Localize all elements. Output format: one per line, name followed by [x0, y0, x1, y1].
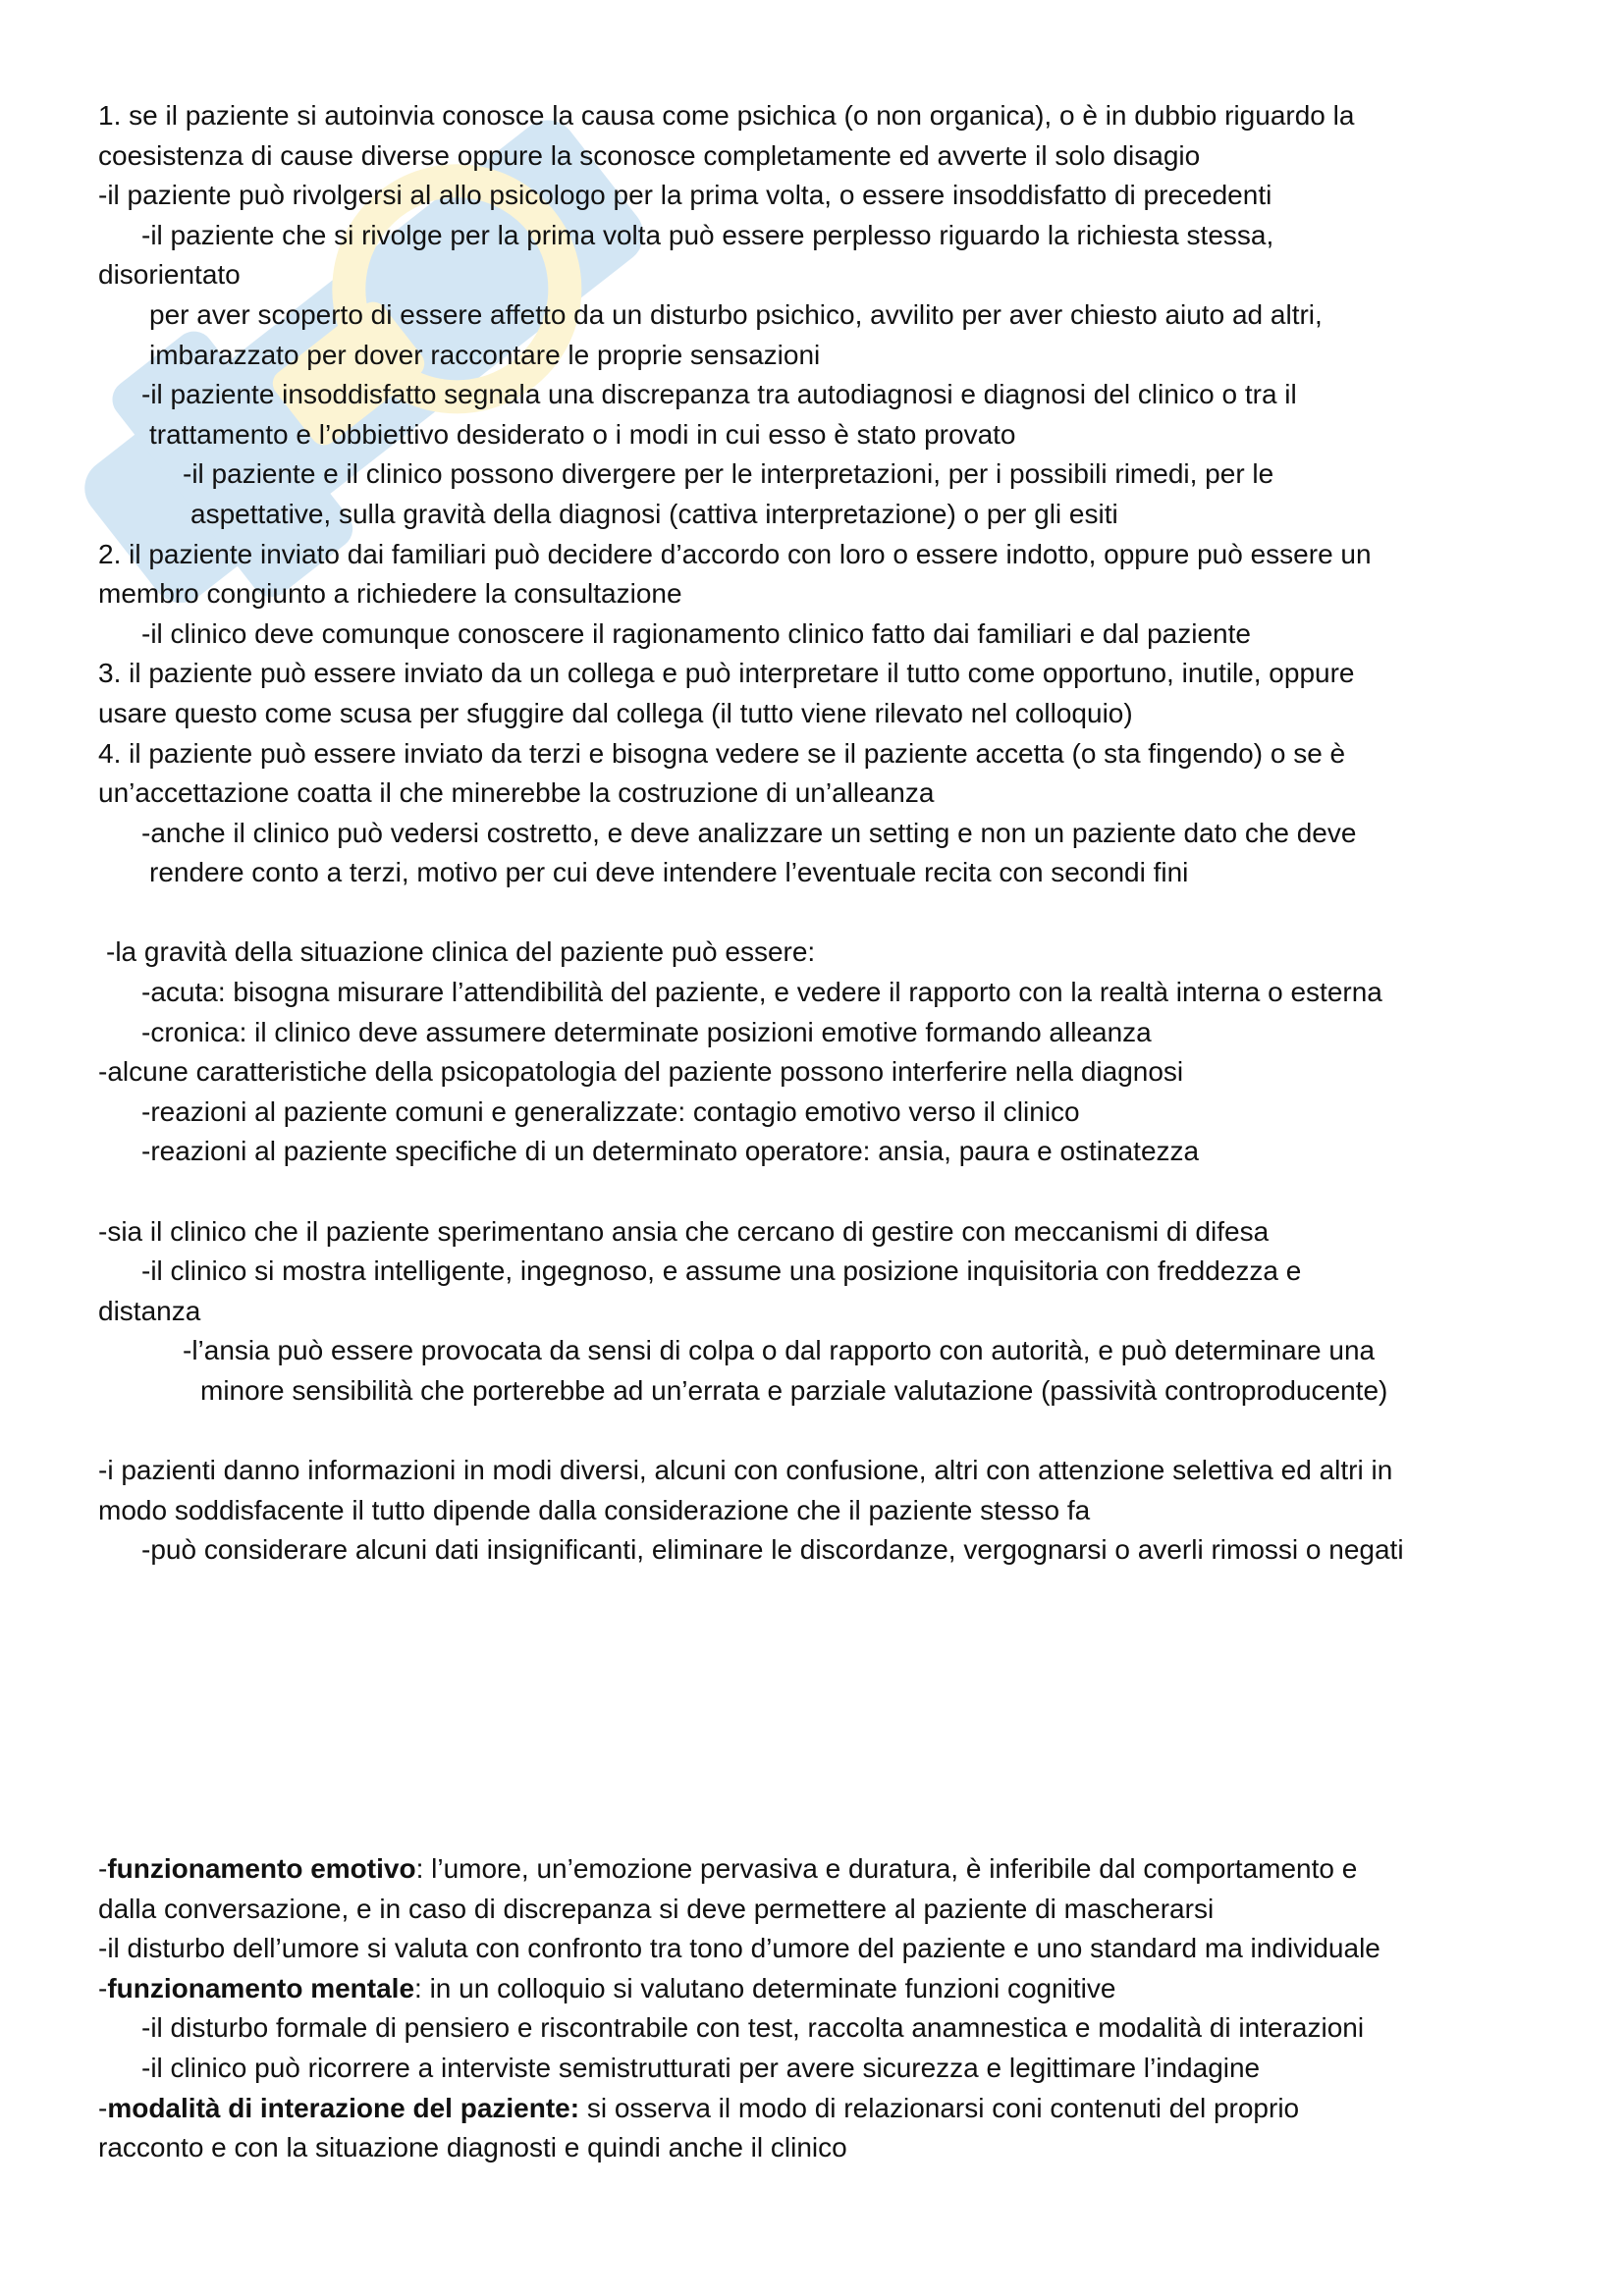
text-line: -il clinico può ricorrere a interviste semistrutturati per avere sicurezza e legittimare l’indagine	[141, 2052, 1261, 2083]
text-line: membro congiunto a richiedere la consultazione	[98, 578, 682, 610]
text-line: -i pazienti danno informazioni in modi diversi, alcuni con confusione, altri con attenzione selettiva ed altri in	[98, 1455, 1393, 1486]
text-line: racconto e con la situazione diagnosti e quindi anche il clinico	[98, 2132, 847, 2163]
text-line: -il paziente e il clinico possono divergere per le interpretazioni, per i possibili rimedi, per le	[183, 458, 1274, 490]
text-line: aspettative, sulla gravità della diagnosi (cattiva interpretazione) o per gli esiti	[190, 498, 1118, 529]
text-line: 2. il paziente inviato dai familiari può decidere d’accordo con loro o essere indotto, oppure può essere un	[98, 538, 1372, 569]
text-line: per aver scoperto di essere affetto da un disturbo psichico, avvilito per aver chiesto aiuto ad altri,	[149, 298, 1323, 330]
dash: -	[98, 1972, 108, 2003]
text-line: -alcune caratteristiche della psicopatologia del paziente possono interferire nella diagnosi	[98, 1056, 1184, 1088]
text-line	[98, 2089, 1542, 2129]
text-line: 4. il paziente può essere inviato da terzi e bisogna vedere se il paziente accetta (o sta fingendo) o se è	[98, 737, 1346, 769]
text-line: -il paziente che si rivolge per la prima volta può essere perplesso riguardo la richiesta stessa,	[141, 219, 1274, 250]
text-line: dalla conversazione, e in caso di discrepanza si deve permettere al paziente di mascherarsi	[98, 1893, 1215, 1924]
dash: -	[98, 1852, 108, 1884]
text-line: un’accettazione coatta il che minerebbe la costruzione di un’alleanza	[98, 777, 935, 809]
text-line: disorientato	[98, 259, 241, 291]
text-line: -può considerare alcuni dati insignificanti, eliminare le discordanze, vergognarsi o averli rimossi o negati	[141, 1534, 1404, 1566]
text-line: -il disturbo dell’umore si valuta con confronto tra tono d’umore del paziente e uno standard ma individuale	[98, 1933, 1380, 1964]
text-line	[98, 1969, 1542, 2009]
blank-line	[98, 1412, 1542, 1452]
text-line: coesistenza di cause diverse oppure la sconosce completamente ed avverte il solo disagio	[98, 139, 1201, 171]
text-line: -la gravità della situazione clinica del paziente può essere:	[106, 936, 816, 968]
text-line: distanza	[98, 1295, 201, 1326]
text-run: : in un colloquio si valutano determinate funzioni cognitive	[414, 1972, 1116, 2003]
blank-line	[98, 1172, 1542, 1212]
text-line: modo soddisfacente il tutto dipende dalla considerazione che il paziente stesso fa	[98, 1494, 1091, 1525]
blank-line	[98, 893, 1542, 934]
text-line	[98, 1849, 1542, 1890]
text-line: usare questo come scusa per sfuggire dal collega (il tutto viene rilevato nel colloquio)	[98, 697, 1133, 728]
text-line: -reazioni al paziente comuni e generalizzate: contagio emotivo verso il clinico	[141, 1095, 1080, 1127]
text-line: imbarazzato per dover raccontare le proprie sensazioni	[149, 339, 821, 370]
bold-term: funzionamento emotivo	[107, 1852, 416, 1884]
text-line: -il clinico si mostra intelligente, ingegnoso, e assume una posizione inquisitoria con freddezza e	[141, 1255, 1302, 1287]
document-body	[98, 96, 1542, 2168]
text-line: 3. il paziente può essere inviato da un collega e può interpretare il tutto come opportuno, inutile, oppure	[98, 658, 1355, 689]
text-run: : l’umore, un’emozione pervasiva e duratura, è inferibile dal comportamento e	[415, 1852, 1358, 1884]
text-line: -il disturbo formale di pensiero e riscontrabile con test, raccolta anamnestica e modalità di interazioni	[141, 2012, 1365, 2044]
text-line: rendere conto a terzi, motivo per cui deve intendere l’eventuale recita con secondi fini	[149, 857, 1189, 888]
text-line: -cronica: il clinico deve assumere determinate posizioni emotive formando alleanza	[141, 1016, 1152, 1047]
text-line: -il paziente insoddisfatto segnala una discrepanza tra autodiagnosi e diagnosi del clinico o tra il	[141, 379, 1297, 410]
text-line: -il paziente può rivolgersi al allo psicologo per la prima volta, o essere insoddisfatto di precedenti	[98, 180, 1272, 211]
bold-term: modalità di interazione del paziente:	[107, 2092, 580, 2123]
text-line: -acuta: bisogna misurare l’attendibilità del paziente, e vedere il rapporto con la realtà interna o esterna	[141, 977, 1382, 1008]
blank-area	[98, 1571, 1542, 1849]
text-line: -l’ansia può essere provocata da sensi di colpa o dal rapporto con autorità, e può determinare una	[183, 1335, 1376, 1366]
text-run: si osserva il modo di relazionarsi coni contenuti del proprio	[579, 2092, 1300, 2123]
text-line: -il clinico deve comunque conoscere il ragionamento clinico fatto dai familiari e dal paziente	[141, 617, 1251, 649]
text-line: trattamento e l’obbiettivo desiderato o i modi in cui esso è stato provato	[149, 418, 1016, 450]
text-line: minore sensibilità che porterebbe ad un’errata e parziale valutazione (passività controproducente)	[200, 1375, 1388, 1406]
bold-term: funzionamento mentale	[107, 1972, 415, 2003]
text-line: 1. se il paziente si autoinvia conosce la causa come psichica (o non organica), o è in dubbio riguardo la	[98, 100, 1355, 131]
text-line: -reazioni al paziente specifiche di un determinato operatore: ansia, paura e ostinatezza	[141, 1136, 1200, 1167]
text-line: -sia il clinico che il paziente sperimentano ansia che cercano di gestire con meccanismi di difesa	[98, 1215, 1270, 1247]
dash: -	[98, 2092, 108, 2123]
text-line: -anche il clinico può vedersi costretto, e deve analizzare un setting e non un paziente dato che deve	[141, 817, 1357, 848]
